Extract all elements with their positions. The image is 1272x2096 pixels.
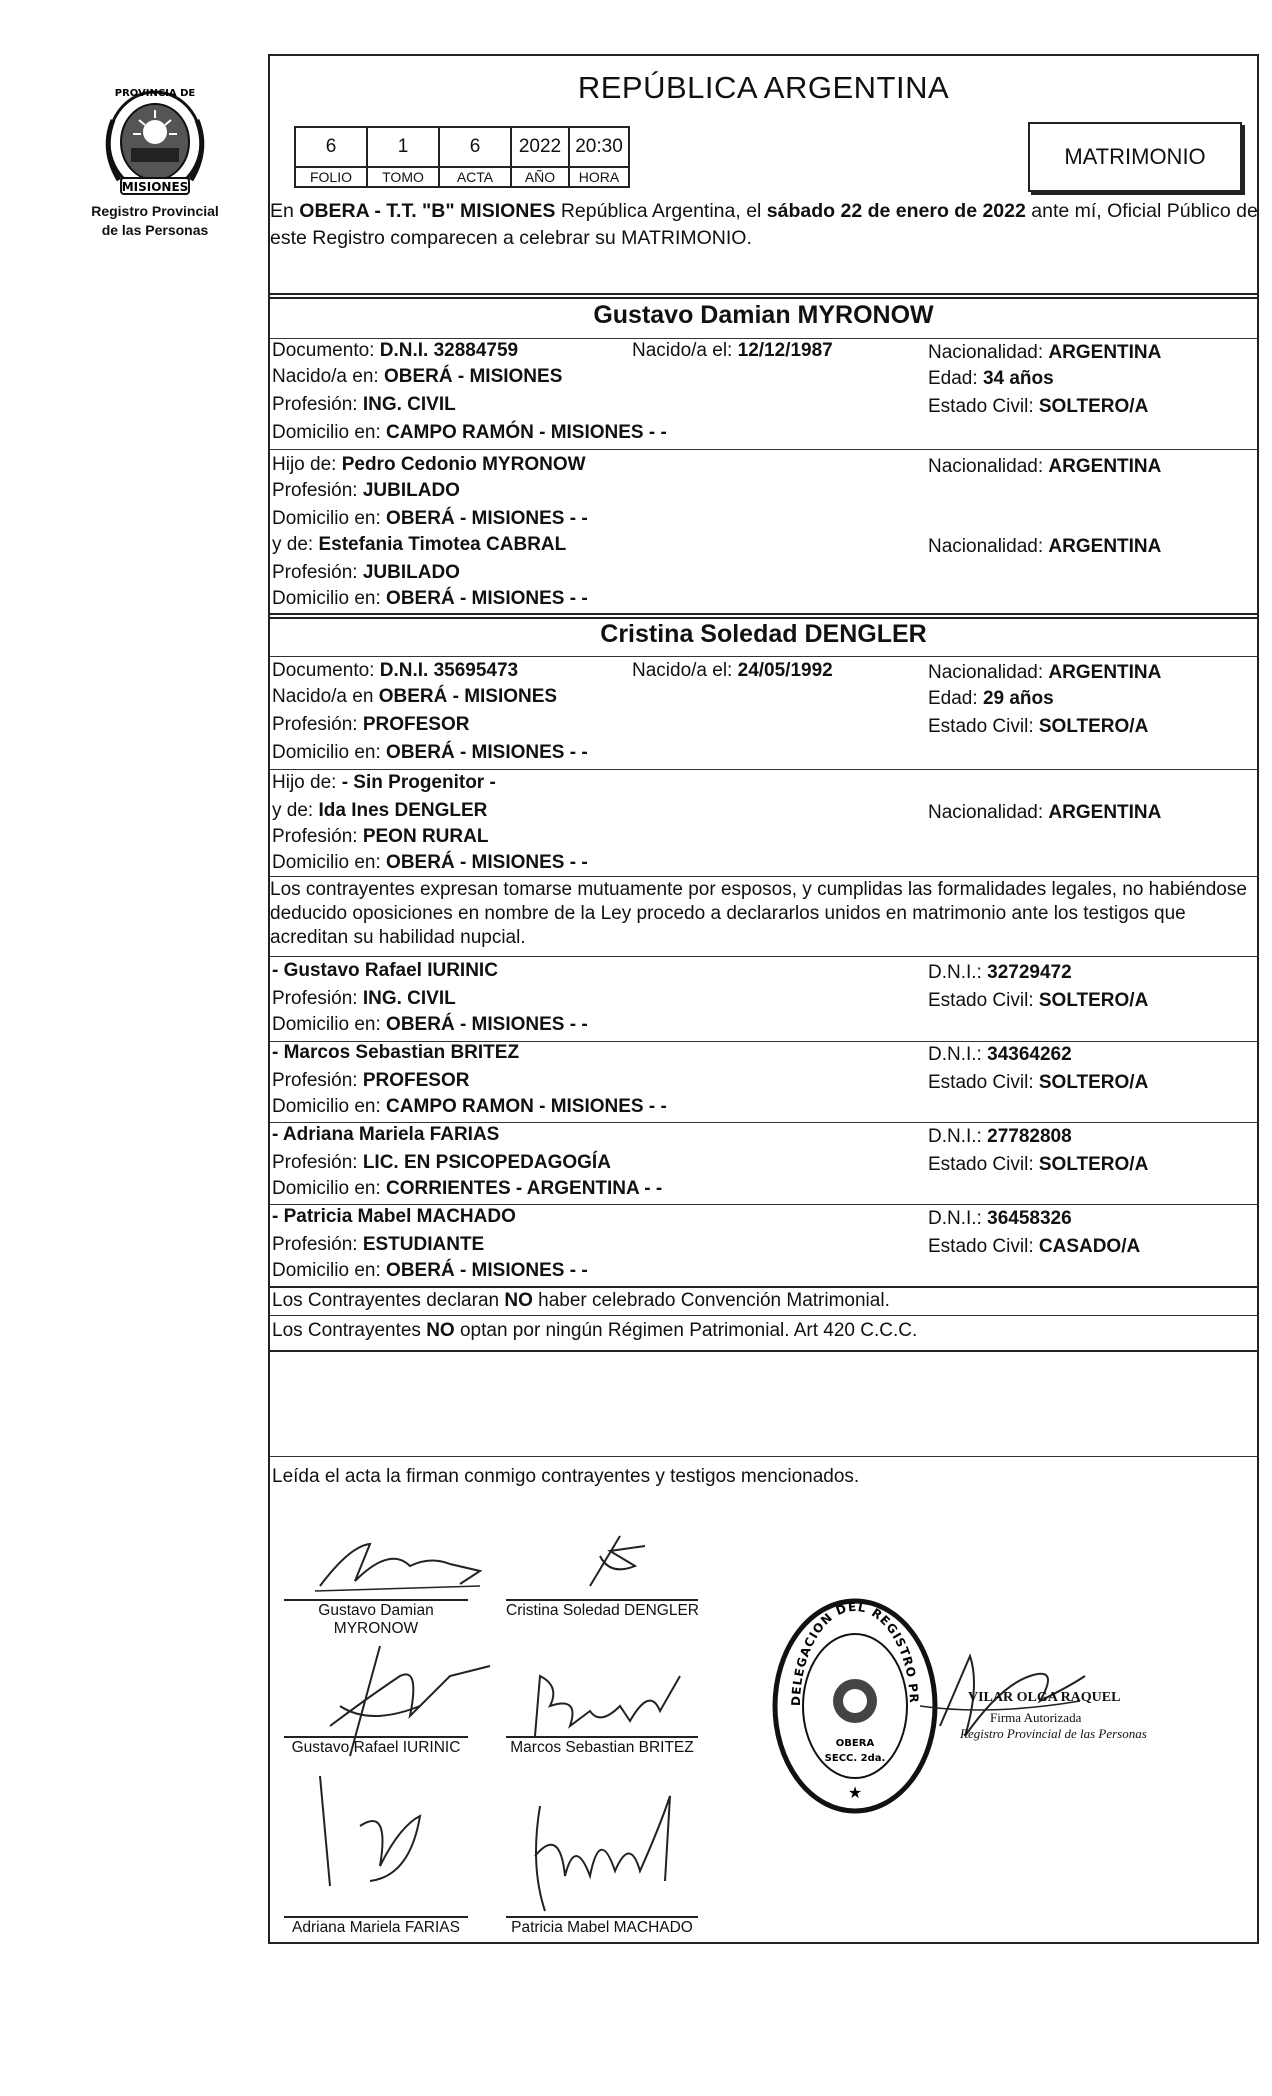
spouse2-birthplace: Nacido/a en OBERÁ - MISIONES <box>272 686 558 707</box>
svg-text:OBERA: OBERA <box>835 1738 875 1749</box>
spouse1-father-nationality: Nacionalidad: ARGENTINA <box>928 456 1162 477</box>
divider <box>270 1315 1257 1316</box>
witness1-dni: D.N.I.: 32729472 <box>928 962 1072 983</box>
divider <box>270 449 1257 450</box>
act-type-box: MATRIMONIO <box>1028 122 1242 192</box>
spouse2-father: Hijo de: - Sin Progenitor - <box>272 772 496 793</box>
divider <box>270 656 1257 657</box>
spouse2-civil-status: Estado Civil: SOLTERO/A <box>928 716 1149 737</box>
witness3-civil-status: Estado Civil: SOLTERO/A <box>928 1154 1149 1175</box>
registry-caption-2: de las Personas <box>101 222 209 238</box>
signature-cristina-dengler <box>550 1526 670 1596</box>
spouse2-mother-address: Domicilio en: OBERÁ - MISIONES - - <box>272 852 588 873</box>
folio-value: 6 <box>295 127 367 167</box>
svg-text:★: ★ <box>847 1783 863 1802</box>
witness2-name: - Marcos Sebastian BRITEZ <box>272 1042 520 1063</box>
spouse2-mother-nationality: Nacionalidad: ARGENTINA <box>928 802 1162 823</box>
spouse2-birthdate: Nacido/a el: 24/05/1992 <box>632 660 833 681</box>
hora-label: HORA <box>569 167 629 187</box>
witness1-profession: Profesión: ING. CIVIL <box>272 988 456 1009</box>
registry-table <box>294 126 630 188</box>
witness2-civil-status: Estado Civil: SOLTERO/A <box>928 1072 1149 1093</box>
witness3-dni: D.N.I.: 27782808 <box>928 1126 1072 1147</box>
signature-line <box>506 1736 698 1738</box>
officer-name-stamp: VILAR OLGA RAQUEL <box>968 1690 1121 1705</box>
spouse1-age: Edad: 34 años <box>928 368 1054 389</box>
signature-line <box>284 1599 468 1601</box>
spouse2-address: Domicilio en: OBERÁ - MISIONES - - <box>272 742 588 763</box>
declaration-paragraph: Los contrayentes expresan tomarse mutuamente por esposos, y cumplidas las formalidades legales, no habiéndose deducido oposiciones en nombre de la Ley procedo a declararlos unidos en matrimonio ante los testigos que acreditan su habilidad nupcial. <box>270 879 1247 948</box>
witness2-profession: Profesión: PROFESOR <box>272 1070 470 1091</box>
divider <box>270 1204 1257 1205</box>
signature-label-spouse1: Gustavo Damian <box>318 1602 434 1619</box>
witness4-profession: Profesión: ESTUDIANTE <box>272 1234 485 1255</box>
spouse2-mother-profession: Profesión: PEON RURAL <box>272 826 489 847</box>
intro-paragraph: En OBERA - T.T. "B" MISIONES República Argentina, el sábado 22 de enero de 2022 ante mí, Oficial Público de este Registro comparecen a celebrar su MATRIMONIO. <box>270 200 1258 249</box>
spouse1-name: Gustavo Damian MYRONOW <box>593 301 934 329</box>
spouse2-age: Edad: 29 años <box>928 688 1054 709</box>
anio-value: 2022 <box>511 127 569 167</box>
spouse1-mother-profession: Profesión: JUBILADO <box>272 562 460 583</box>
divider <box>270 297 1257 299</box>
spouse1-nationality: Nacionalidad: ARGENTINA <box>928 342 1162 363</box>
witness1-address: Domicilio en: OBERÁ - MISIONES - - <box>272 1014 588 1035</box>
witness3-address: Domicilio en: CORRIENTES - ARGENTINA - - <box>272 1178 663 1199</box>
spouse1-document: Documento: D.N.I. 32884759 <box>272 340 519 361</box>
divider <box>270 617 1257 619</box>
spouse1-mother-address: Domicilio en: OBERÁ - MISIONES - - <box>272 588 588 609</box>
spouse2-name: Cristina Soledad DENGLER <box>600 620 927 648</box>
signature-adriana-farias <box>310 1766 450 1896</box>
witness1-civil-status: Estado Civil: SOLTERO/A <box>928 990 1149 1011</box>
signature-line <box>284 1736 468 1738</box>
divider <box>270 613 1257 615</box>
divider <box>270 1456 1257 1457</box>
signature-line <box>506 1599 698 1601</box>
signature-line <box>506 1916 698 1918</box>
witness2-dni: D.N.I.: 34364262 <box>928 1044 1072 1065</box>
witness3-profession: Profesión: LIC. EN PSICOPEDAGOGÍA <box>272 1152 611 1173</box>
svg-text:SECC. 2da.: SECC. 2da. <box>824 1753 886 1764</box>
patrimonial-regime-note: Los Contrayentes NO optan por ningún Régimen Patrimonial. Art 420 C.C.C. <box>272 1320 918 1341</box>
divider <box>270 876 1257 877</box>
signature-label-witness2: Marcos Sebastian BRITEZ <box>510 1739 694 1756</box>
signature-marcos-britez <box>520 1666 700 1746</box>
tomo-label: TOMO <box>367 167 439 187</box>
spouse1-address: Domicilio en: CAMPO RAMÓN - MISIONES - - <box>272 422 667 443</box>
registry-caption-1: Registro Provincial <box>91 203 219 219</box>
spouse2-nationality: Nacionalidad: ARGENTINA <box>928 662 1162 683</box>
signature-gustavo-myronow <box>310 1536 490 1596</box>
spouse1-civil-status: Estado Civil: SOLTERO/A <box>928 396 1149 417</box>
spouse1-father: Hijo de: Pedro Cedonio MYRONOW <box>272 454 586 475</box>
misiones-coat-of-arms-icon <box>99 80 211 200</box>
spouse2-profession: Profesión: PROFESOR <box>272 714 470 735</box>
hora-value: 20:30 <box>569 127 629 167</box>
witness2-address: Domicilio en: CAMPO RAMON - MISIONES - - <box>272 1096 667 1117</box>
acta-value: 6 <box>439 127 511 167</box>
witness4-name: - Patricia Mabel MACHADO <box>272 1206 516 1227</box>
spouse2-document: Documento: D.N.I. 35695473 <box>272 660 519 681</box>
divider <box>270 1122 1257 1123</box>
divider <box>270 1286 1257 1288</box>
anio-label: AÑO <box>511 167 569 187</box>
signature-label-witness1: Gustavo Rafael IURINIC <box>291 1739 461 1756</box>
divider <box>270 956 1257 957</box>
tomo-value: 1 <box>367 127 439 167</box>
witness4-dni: D.N.I.: 36458326 <box>928 1208 1072 1229</box>
witness3-name: - Adriana Mariela FARIAS <box>272 1124 500 1145</box>
divider <box>270 293 1257 295</box>
divider <box>270 769 1257 770</box>
spouse1-mother-nationality: Nacionalidad: ARGENTINA <box>928 536 1162 557</box>
signature-line <box>284 1916 468 1918</box>
divider <box>270 1350 1257 1352</box>
marriage-certificate <box>268 54 1259 1944</box>
signature-label-witness4: Patricia Mabel MACHADO <box>511 1919 693 1936</box>
signature-patricia-machado <box>520 1786 700 1916</box>
officer-registry-stamp: Registro Provincial de las Personas <box>960 1726 1147 1741</box>
witness4-address: Domicilio en: OBERÁ - MISIONES - - <box>272 1260 588 1281</box>
acta-label: ACTA <box>439 167 511 187</box>
spouse1-birthplace: Nacido/a en: OBERÁ - MISIONES <box>272 366 563 387</box>
signature-label-spouse2: Cristina Soledad DENGLER <box>506 1602 699 1619</box>
spouse1-father-profession: Profesión: JUBILADO <box>272 480 460 501</box>
spouse2-mother: y de: Ida Ines DENGLER <box>272 800 488 821</box>
witness4-civil-status: Estado Civil: CASADO/A <box>928 1236 1141 1257</box>
divider <box>270 338 1257 339</box>
spouse1-profession: Profesión: ING. CIVIL <box>272 394 456 415</box>
reading-note: Leída el acta la firman conmigo contrayentes y testigos mencionados. <box>272 1466 860 1487</box>
spouse1-mother: y de: Estefania Timotea CABRAL <box>272 534 567 555</box>
witness1-name: - Gustavo Rafael IURINIC <box>272 960 498 981</box>
registry-logo <box>70 80 240 238</box>
svg-text:PROVINCIA DE: PROVINCIA DE <box>114 88 196 99</box>
folio-label: FOLIO <box>295 167 367 187</box>
country-title: REPÚBLICA ARGENTINA <box>577 70 950 105</box>
spouse1-birthdate: Nacido/a el: 12/12/1987 <box>632 340 833 361</box>
signature-label-spouse1-surname: MYRONOW <box>333 1620 419 1637</box>
signature-label-witness3: Adriana Mariela FARIAS <box>292 1919 460 1936</box>
svg-text:DELEGACION DEL REGISTRO PROVIN: DELEGACION DEL REGISTRO PROVINCIAL DE LAS PERSONAS <box>764 1585 922 1707</box>
officer-authorized-stamp: Firma Autorizada <box>990 1710 1082 1725</box>
spouse1-father-address: Domicilio en: OBERÁ - MISIONES - - <box>272 508 588 529</box>
convention-note: Los Contrayentes declaran NO haber celebrado Convención Matrimonial. <box>272 1290 890 1311</box>
svg-text:MISIONES: MISIONES <box>121 180 189 194</box>
